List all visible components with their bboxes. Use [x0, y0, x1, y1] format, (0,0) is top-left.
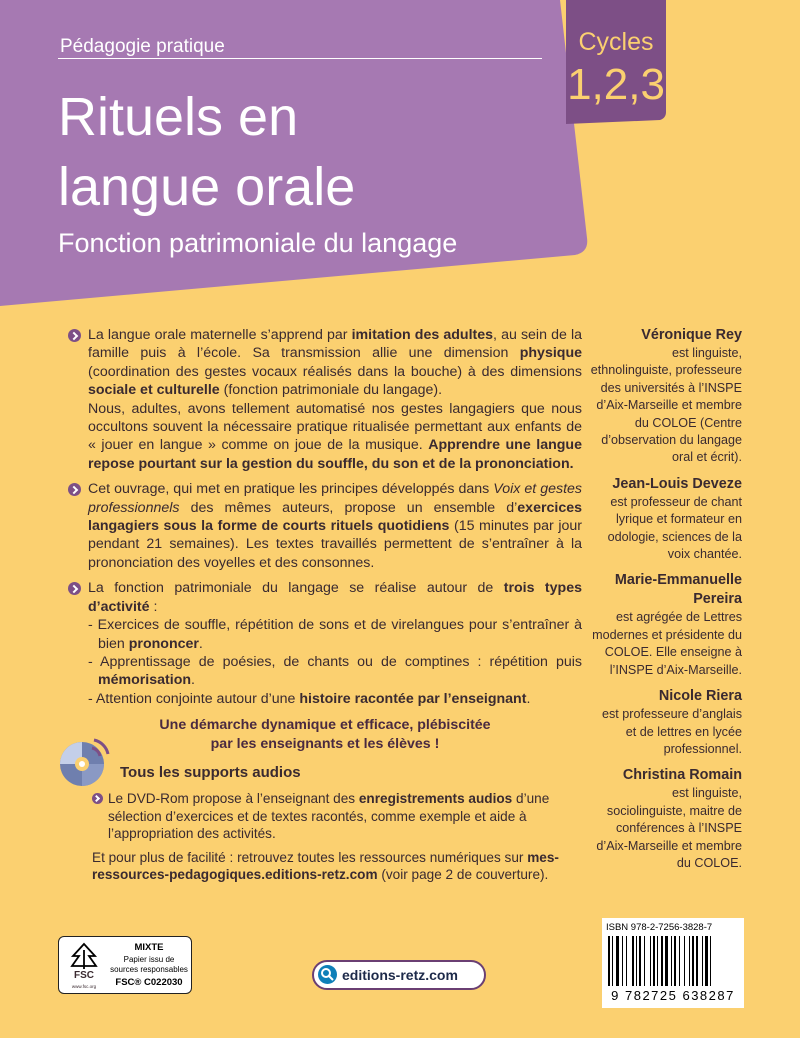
barcode-bar [639, 936, 641, 986]
barcode-bar [644, 936, 645, 986]
barcode-bar [636, 936, 637, 986]
audio-section-title: Tous les supports audios [120, 764, 301, 781]
barcode-bar [705, 936, 708, 986]
barcode-bar [653, 936, 655, 986]
author-bio: est professeure d’anglais et de lettres en lycée professionnel. [601, 707, 742, 756]
fsc-logo-text: FSC [74, 970, 94, 981]
author-entry [590, 687, 742, 758]
publisher-link[interactable] [312, 960, 486, 990]
barcode-bar [657, 936, 658, 986]
author-bio: est agrégée de Lettres modernes et présidente du COLOE. Elle enseigne à l’INSPE d’Aix-Marseille. [592, 610, 742, 677]
author-name: Jean-Louis Deveze [612, 475, 742, 492]
barcode-bar [671, 936, 672, 986]
description [68, 326, 582, 754]
search-icon [318, 965, 337, 984]
bullet-3: La fonction patrimoniale du langage se réalise autour de trois types d’activité : - Exercices de souffle, répétition de sons et de virelangues pour s’entraîner à bien prononcer. - Apprentissage de poésies, de chants ou de comptines : répétition puis mémorisation. - Attention conjointe autour d’une histoire racontée par l’enseignant. [68, 579, 582, 708]
fsc-text: MIXTE Papier issu de sources responsables FSC® C022030 [110, 942, 188, 988]
activity-item-2: - Apprentissage de poésies, de chants ou de comptines : répétition puis mémorisation. [88, 653, 582, 689]
author-entry [590, 326, 742, 467]
barcode-bar [702, 936, 703, 986]
arrow-bullet-icon [68, 582, 81, 595]
barcode-bar [696, 936, 698, 986]
activity-item-3: - Attention conjointe autour d’une histoire racontée par l’enseignant. [88, 690, 531, 707]
bullet-2: Cet ouvrage, qui met en pratique les principes développés dans Voix et gestes professionnels des mêmes auteurs, propose un ensemble d’exercices langagiers sous la forme de courts rituels quotidiens (15 minutes par jour pendant 21 semaines). Les textes travaillés permettent de s’entraîner à la prononciation des voyelles et des consonnes. [68, 480, 582, 572]
barcode-number: 9 782725 638287 [611, 988, 735, 1003]
divider [58, 58, 542, 59]
author-name: Christina Romain [622, 767, 742, 784]
barcode-bars [608, 936, 738, 986]
author-bio: est linguiste, ethnolinguiste, professeure des universités à l’INSPE d’Aix-Marseille et membre du COLOE (Centre d’observation du langage oral et écrit). [590, 346, 742, 465]
barcode-bar [608, 936, 610, 986]
title-line-1: Rituels en [58, 87, 299, 147]
activity-item-1: - Exercices de souffle, répétition de sons et de virelangues pour s’entraîner à bien prononcer. [88, 617, 582, 652]
fsc-tree-icon [69, 942, 99, 970]
barcode-bar [710, 936, 711, 986]
cover-header [0, 0, 800, 310]
cycles-badge [566, 0, 666, 124]
author-name: Marie-Emmanuelle Pereira [614, 572, 742, 608]
barcode-bar [684, 936, 685, 986]
publisher-url: editions-retz.com [342, 967, 458, 983]
barcode-bar [665, 936, 668, 986]
arrow-bullet-icon [68, 329, 81, 342]
barcode-bar [622, 936, 623, 986]
audio-bullet: Le DVD-Rom propose à l’enseignant des enregistrements audios d’une sélection d’exercices et de textes racontés, comme exemple et aide à l’appropriation des activités. [92, 790, 582, 843]
barcode-bar [632, 936, 634, 986]
closing-statement: Une démarche dynamique et efficace, plébiscitée par les enseignants et les élèves ! [159, 717, 491, 753]
barcode [602, 918, 744, 1008]
bullet-1-paragraph-1: La langue orale maternelle s’apprend par imitation des adultes, au sein de la famille puis à l’école. Sa transmission allie une dimension physique (coordination des gestes vocaux réalisés dans la bouche) à des dimensions sociale et culturelle (fonction patrimoniale du langage). [88, 327, 582, 399]
isbn: ISBN 978-2-7256-3828-7 [606, 922, 713, 933]
author-bio: est linguiste, sociolinguiste, maitre de conférences à l’INSPE d’Aix-Marseille et membre du COLOE. [596, 786, 742, 870]
barcode-bar [692, 936, 694, 986]
cycles-label: Cycles [578, 28, 654, 56]
author-entry [590, 766, 742, 872]
author-name: Véronique Rey [641, 327, 742, 343]
author-entry [590, 571, 742, 679]
barcode-bar [650, 936, 651, 986]
arrow-bullet-icon [92, 793, 103, 804]
barcode-bar [661, 936, 663, 986]
resources-note: Et pour plus de facilité : retrouvez toutes les ressources numériques sur mes-ressources-pedagogiques.editions-retz.com (voir page 2 de couverture). [92, 849, 559, 883]
author-bio: est professeur de chant lyrique et formateur en odologie, sciences de la voix chantée. [607, 494, 742, 562]
author-entry [590, 475, 742, 564]
barcode-bar [674, 936, 676, 986]
barcode-bar [679, 936, 680, 986]
audio-section-body [92, 790, 582, 884]
fsc-url: www.fsc.org [71, 984, 97, 989]
barcode-bar [626, 936, 627, 986]
bullet-1-paragraph-2: Nous, adultes, avons tellement automatisé nos gestes langagiers que nous occultons souvent la nécessaire pratique ritualisée permettant aux enfants de « jouer en langue » comme on joue de la musique. Apprendre une langue repose pourtant sur la gestion du souffle, du son et de la prononciation. [88, 400, 582, 472]
barcode-bar [612, 936, 613, 986]
cycles-value: 1,2,3 [567, 60, 665, 109]
fsc-label [58, 936, 192, 994]
series-name: Pédagogie pratique [60, 36, 225, 57]
audio-disc-icon [58, 736, 110, 788]
author-name: Nicole Riera [658, 688, 742, 705]
authors-column [590, 326, 742, 880]
title-line-2: langue orale [58, 157, 356, 217]
arrow-bullet-icon [68, 483, 81, 496]
barcode-bar [616, 936, 619, 986]
book-subtitle: Fonction patrimoniale du langage [58, 228, 458, 258]
book-title [58, 82, 355, 222]
barcode-bar [689, 936, 690, 986]
bullet-1 [68, 326, 582, 473]
